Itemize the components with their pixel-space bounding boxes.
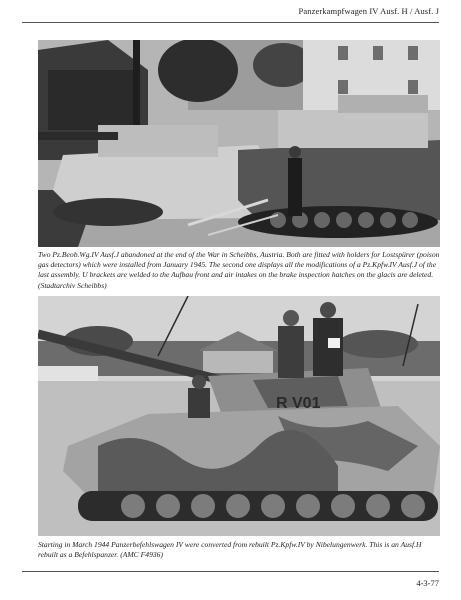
photo-command-tank-caption: Starting in March 1944 Panzerbefehlswagen IV were converted from rebuilt Pz.Kpfw.IV by Nibelungenwerk. This is an Ausf.H rebuilt as a Befehlspanzer. (AMC F4936): [38, 540, 422, 560]
photo-abandoned-tanks-caption: Two Pz.Beob.Wg.IV Ausf.J abandoned at the end of the War in Scheibbs, Austria. Both are fitted with holders for Lostspürer (poison gas detectors) which were installed from January 1945. The second one displays all the modifications of a Pz.Kpfw.IV Ausf.J of the last assembly. U brackets are welded to the Aufbau front and air intakes on the brake inspection hatches on the glacis are deleted. (Stadtarchiv Scheibbs): [38, 250, 440, 290]
photo-abandoned-tanks: [38, 40, 440, 247]
photo-abandoned-tanks-image: [38, 40, 440, 247]
page-number: 4-3-77: [416, 578, 439, 588]
footer-rule: [22, 571, 439, 572]
running-header-title: Panzerkampfwagen IV Ausf. H / Ausf. J: [298, 6, 439, 16]
photo-command-tank-image: [38, 296, 440, 536]
header-rule: [22, 22, 439, 23]
photo-command-tank: [38, 296, 440, 536]
hull-marking: R V01: [276, 395, 321, 412]
